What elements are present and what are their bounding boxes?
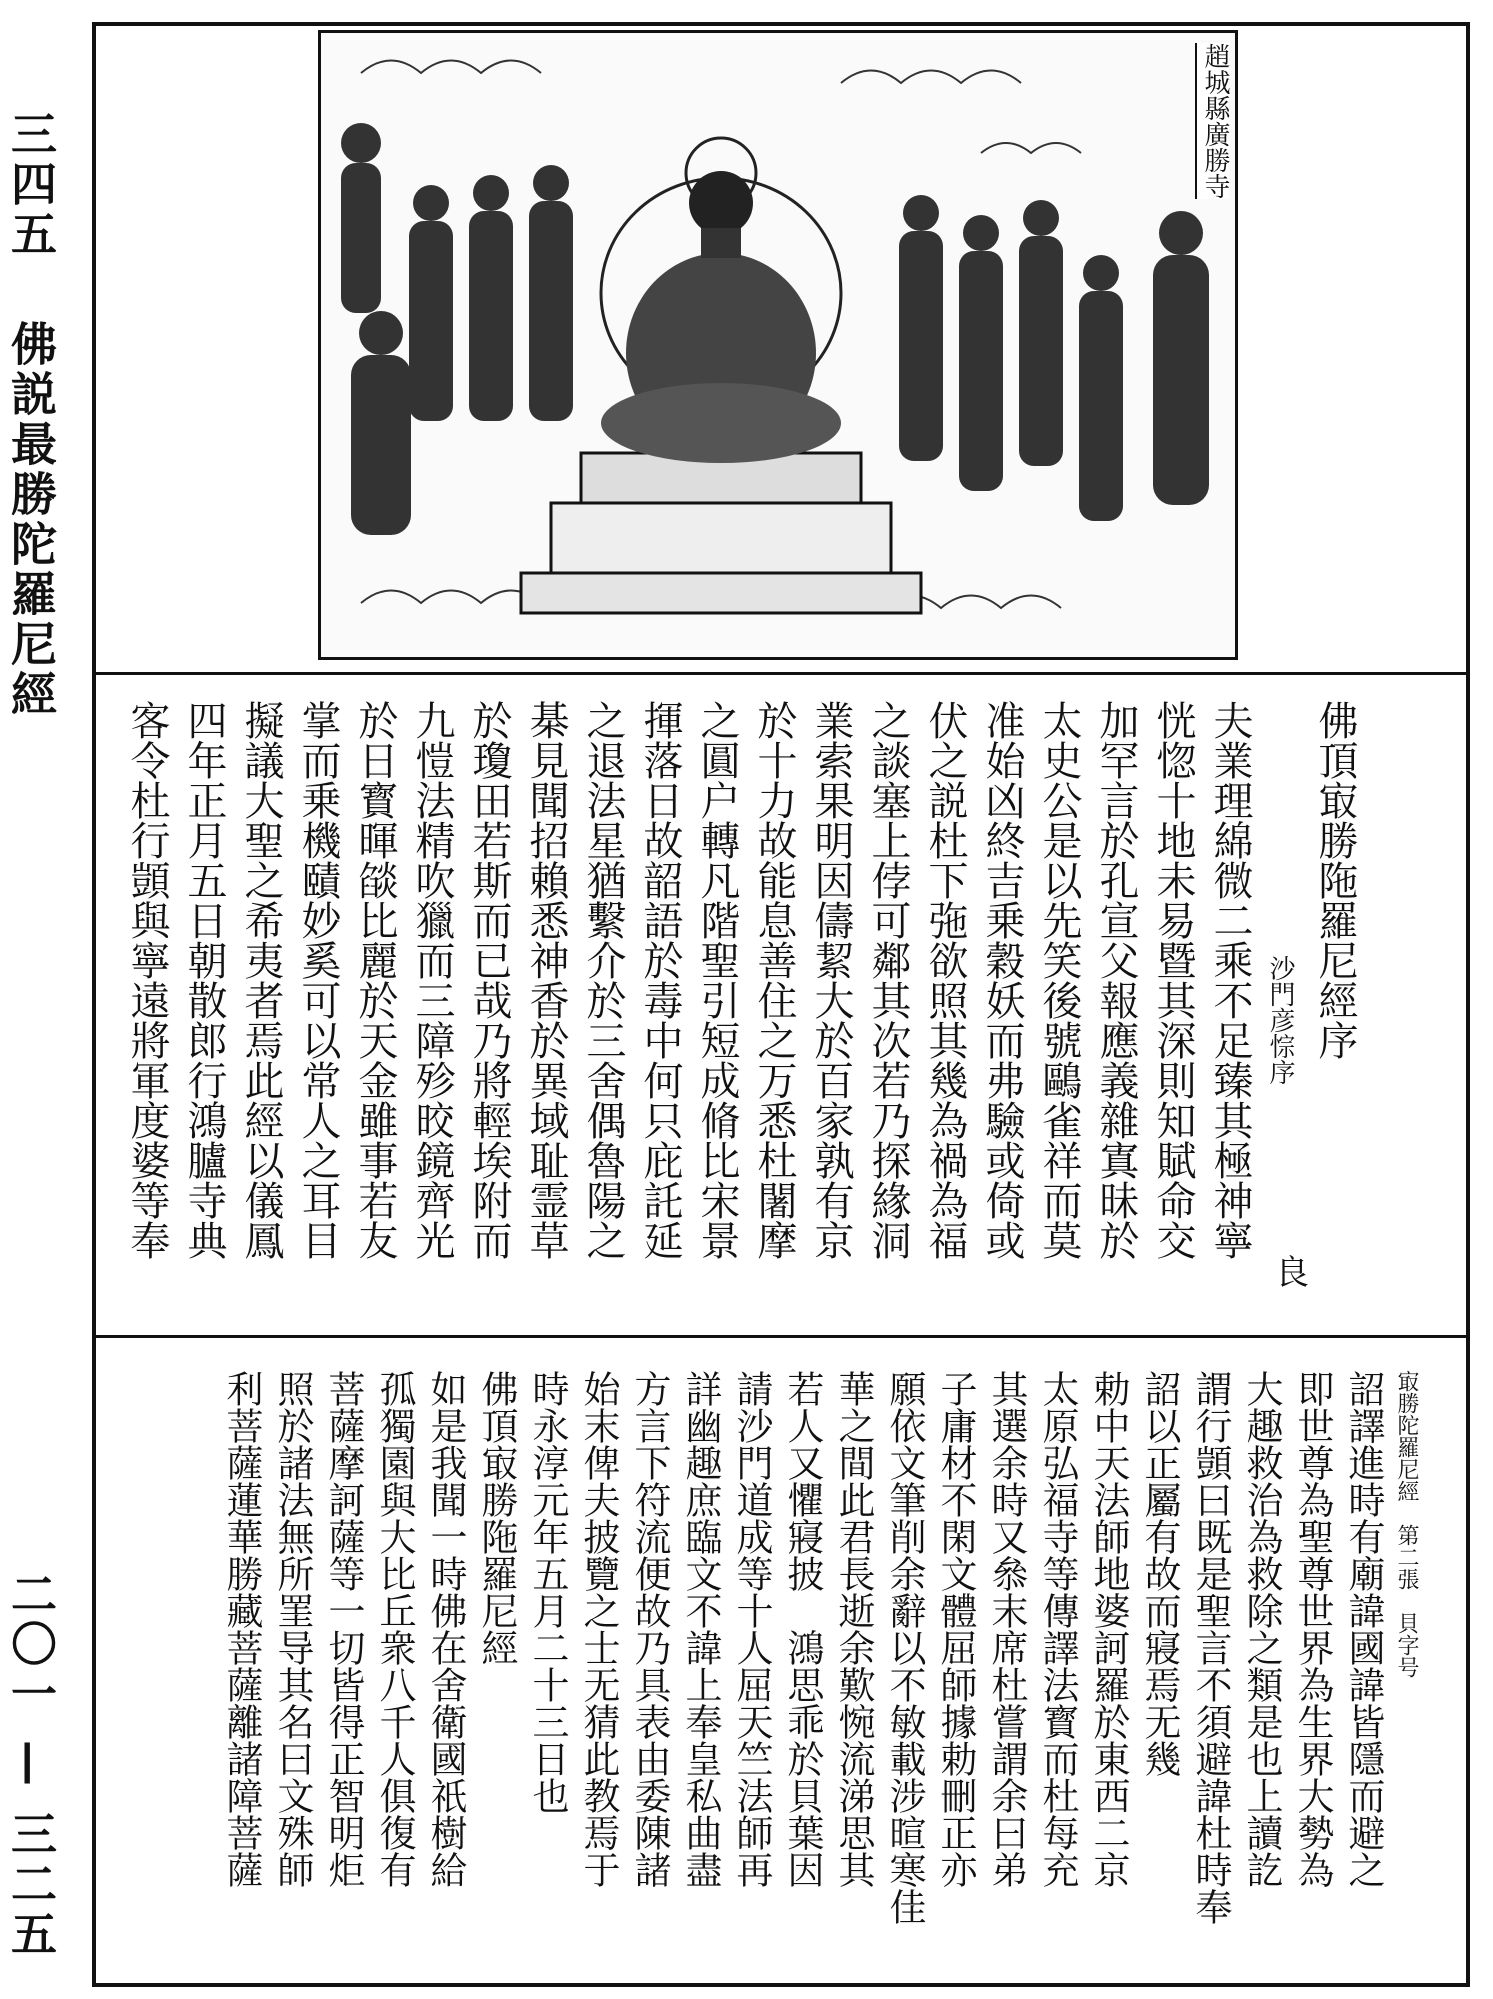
preface-col-12: 之退法星猶繫介於三舍偶魯陽之 (580, 700, 626, 1260)
colophon-col-21: 菩薩摩訶薩等一切皆得正智明炬 (322, 1370, 365, 1888)
preface-col-20: 客令杜行顗與寧遠將軍度婆等奉 (124, 700, 170, 1260)
colophon-col-1: 詔譯進時有廟諱國諱皆隱而避之 (1342, 1370, 1385, 1888)
preface-col-14: 於瓊田若斯而已哉乃將輕埃附而 (466, 700, 512, 1260)
buddha-assembly-woodcut (321, 33, 1235, 657)
colophon-col-20: 孤獨園與大比丘衆八千人俱復有 (373, 1370, 416, 1888)
preface-col-6: 伏之説杜下㢮欲照其幾為禍為福 (922, 700, 968, 1260)
preface-col-13: 棊見聞招賴悉神香於異域耻霊草 (523, 700, 569, 1260)
preface-panel (118, 700, 1363, 1320)
volume-number: 三四五 (4, 110, 58, 260)
colophon-col-8: 其選余時又叅末席杜嘗謂余曰弟 (985, 1370, 1028, 1888)
colophon-col-14: 詳幽趣庶臨文不諱上奉皇私曲盡 (679, 1370, 722, 1888)
colophon-col-2: 即世尊為聖尊世界為生界大勢為 (1291, 1370, 1334, 1888)
divider-middle (92, 1335, 1470, 1338)
preface-author: 沙門彦悰序 (1265, 955, 1295, 1085)
colophon-col-3: 大趣救治為救除之類是也上讀訖 (1240, 1370, 1283, 1888)
colophon-col-23: 利菩薩蓮華勝藏菩薩離諸障菩薩 (220, 1370, 263, 1888)
preface-col-3: 加罕言於孔宣父報應義雜寘昧於 (1093, 700, 1139, 1260)
preface-col-2: 恍惚十地未易暨其深則知賦命交 (1150, 700, 1196, 1260)
preface-end-mark: 良 (1275, 1253, 1309, 1293)
colophon-col-9: 子庸材不閑文體屈師據勅刪正亦 (934, 1370, 977, 1888)
colophon-col-10: 願依文筆削余辭以不敏載涉暄寒佳 (883, 1370, 926, 1925)
sutra-title-heading: 佛頂㝡勝陁羅尼經 (475, 1370, 518, 1666)
colophon-col-5: 詔以正屬有故而寢焉无幾 (1138, 1370, 1181, 1777)
page-number: 二〇一 — 三二五 (4, 1570, 58, 1961)
preface-col-11: 揮落日故韶語於毒中何只庇託延 (637, 700, 683, 1260)
preface-col-7: 之談塞上侼可鄰其次若乃探緣洞 (865, 700, 911, 1260)
colophon-col-4: 謂行顗曰既是聖言不須避諱杜時奉 (1189, 1370, 1232, 1925)
sutra-title-margin: 佛説最勝陀羅尼經 (4, 320, 58, 720)
frontispiece-illustration (318, 30, 1238, 660)
divider-top (92, 672, 1470, 675)
preface-col-10: 之圓户轉凡階聖引短成脩比宋景 (694, 700, 740, 1260)
colophon-panel (216, 1370, 1423, 1970)
colophon-col-7: 太原弘福寺等傳譯法寳而杜每充 (1036, 1370, 1079, 1888)
colophon-col-12: 若人又懼寢披 鴻思乖於貝葉因 (781, 1370, 824, 1888)
colophon-col-15: 方言下符流便故乃具表由委陳諸 (628, 1370, 671, 1888)
colophon-header: 㝡勝陀羅尼經 第二張 貝字号 (1394, 1370, 1419, 1678)
preface-col-8: 業索果明因儔絜大於百家孰有京 (808, 700, 854, 1260)
preface-col-9: 於十力故能息善住之万悉杜闍摩 (751, 700, 797, 1260)
colophon-col-22: 照於諸法無所罣导其名曰文殊師 (271, 1370, 314, 1888)
preface-col-19: 四年正月五日朝散郎行鴻臚寺典 (181, 700, 227, 1260)
preface-title: 佛頂㝡勝陁羅尼經序 (1312, 700, 1358, 1060)
colophon-col-19: 如是我聞一時佛在舍衛國祇樹給 (424, 1370, 467, 1888)
preface-col-17: 掌而乗機賾妙奚可以常人之耳目 (295, 700, 341, 1260)
preface-col-18: 擬議大聖之希夷者焉此經以儀鳳 (238, 700, 284, 1260)
preface-col-5: 准始凶終吉乗穀妖而弗驗或倚或 (979, 700, 1025, 1260)
illustration-caption: 趙城縣廣勝寺 (1195, 43, 1229, 199)
colophon-col-16: 始末俾夫披覽之士无猜此教焉于 (577, 1370, 620, 1888)
colophon-col-13: 請沙門道成等十人屈天竺法師再 (730, 1370, 773, 1888)
preface-col-15: 九愷法精吹獵而三障殄晈鏡齊光 (409, 700, 455, 1260)
colophon-col-17: 時永淳元年五月二十三日也 (526, 1370, 569, 1814)
preface-col-1: 夫業理綿微二乘不足臻其極神寧 (1207, 700, 1253, 1260)
colophon-col-11: 華之間此君長逝余歎惋流涕思其 (832, 1370, 875, 1888)
preface-col-4: 太史公是以先笑後號鷗雀祥而莫 (1036, 700, 1082, 1260)
preface-col-16: 於日寳暉燄比麗於天金雖事若友 (352, 700, 398, 1260)
colophon-col-6: 勅中天法師地婆訶羅於東西二京 (1087, 1370, 1130, 1888)
